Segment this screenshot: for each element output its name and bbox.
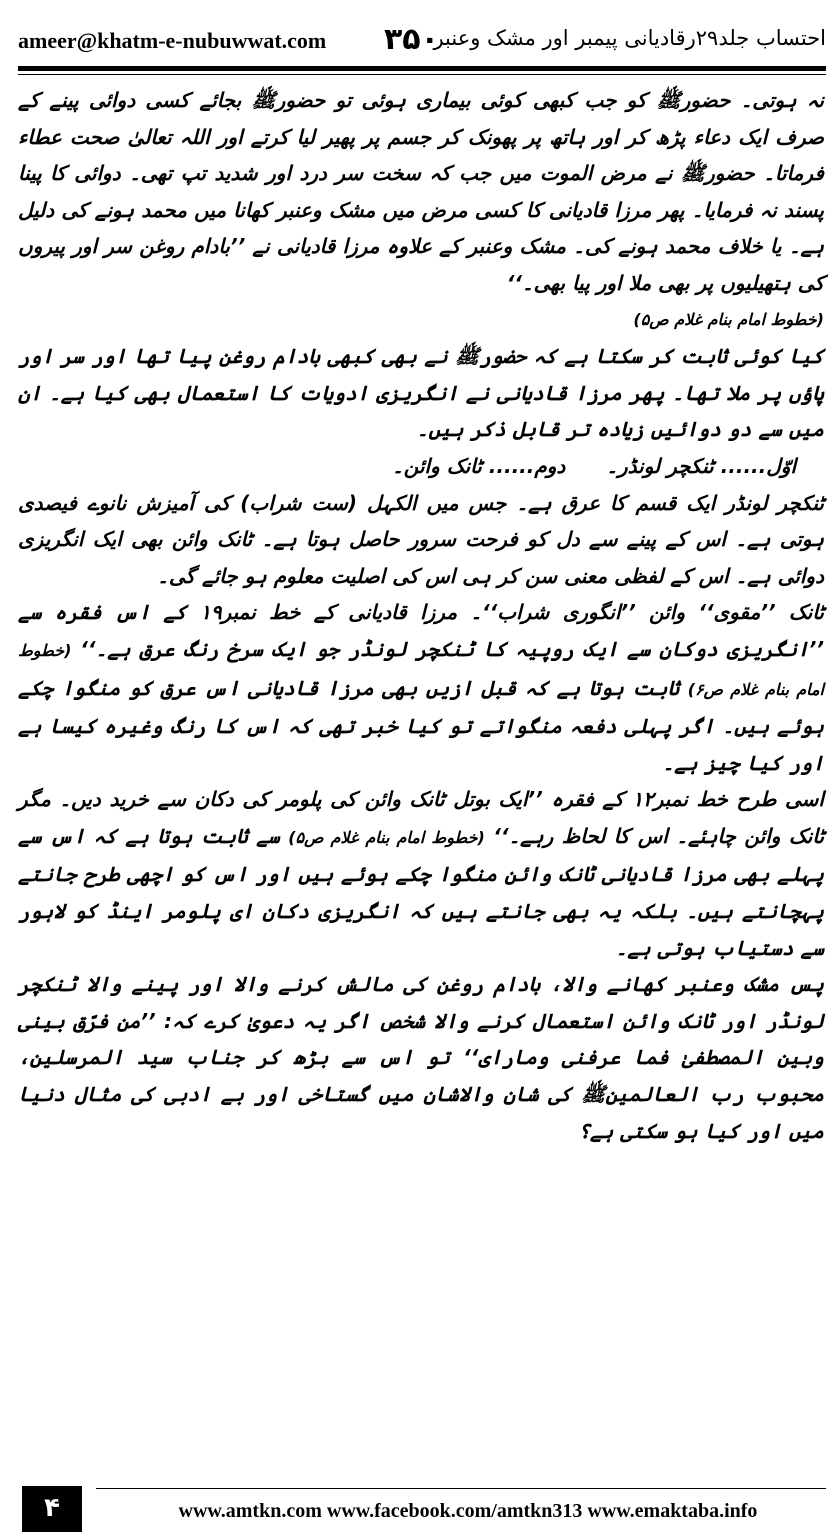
medicine-list [18,448,824,485]
paragraph-5-continued: سے ثابت ہوتا ہے کہ اس سے پہلے بھی مرزا قادیانی ٹانک وائن منگوا چکے ہوئے ہیں اور اس کو اچھی طرح جانتے پہچانتے ہیں۔ بلکہ یہ بھی جانتے ہیں کہ انگریزی دکان ای پلومر اینڈ کو لاہور سے دستیاب ہوتی ہے۔ [18,823,824,960]
page-header [18,22,826,62]
citation-2: (خطوط امام بنام غلام ص۶) [18,640,824,699]
citation-1: (خطوط امام بنام غلام ص۵) [633,309,824,329]
paragraph-3: ٹنکچر لونڈر ایک قسم کا عرق ہے۔ جس میں الکہل (ست شراب) کی آمیزش نانوے فیصدی ہوتی ہے۔ اس کے پینے سے دل کو فرحت سرور حاصل ہوتا ہے۔ ٹانک وائن بھی ایک انگریزی دوائی ہے۔ اس کے لفظی معنی سن کر ہی اس کی اصلیت معلوم ہو جائے گی۔ [18,490,824,588]
footer-page-marker: ۴ [22,1486,82,1532]
paragraph-1: نہ ہوتی۔ حضورﷺ کو جب کبھی کوئی بیماری ہوئی تو حضورﷺ بجائے کسی دوائی پینے کے صرف ایک دعاء پڑھ کر اور ہاتھ پر پھونک کر جسم پر پھیر لیا کرتے اور اللہ تعالیٰ صحت عطاء فرماتا۔ حضورﷺ نے مرض الموت میں جب کہ سخت سر درد اور شدید تپ تھی۔ دوائی کا پینا پسند نہ فرمایا۔ پھر مرزا قادیانی کا کسی مرض میں مشک وعنبر کھانا میں محمد ہونے کی دلیل ہے۔ یا خلاف محمد ہونے کی۔ مشک وعنبر کے علاوہ مرزا قادیانی نے ’’بادام روغن سر اور پیروں کی ہتھیلیوں پر بھی ملا اور پیا بھی۔‘‘ [18,88,825,295]
paragraph-4-text: ٹانک ’’مقوی‘‘ وائن ’’انگوری شراب‘‘۔ مرزا قادیانی کے خط نمبر۱۹ کے اس فقرہ سے ’’انگریزی دوکان سے ایک روپیہ کا ٹنکچر لونڈر جو ایک سرخ رنگ عرق ہے۔‘‘ [18,600,824,661]
paragraph-2: کیا کوئی ثابت کر سکتا ہے کہ حضورﷺ نے بھی کبھی بادام روغن پیا تھا اور سر اور پاؤں پر ملا تھا۔ پھر مرزا قادیانی نے انگریزی ادویات کا استعمال بھی کیا ہے۔ ان میں سے دو دوائیں زیادہ تر قابل ذکر ہیں۔ [18,344,824,442]
footer-links[interactable]: www.amtkn.com www.facebook.com/amtkn313 www.emaktaba.info [178,1500,758,1522]
citation-3: (خطوط امام بنام غلام ص۵) [288,827,485,847]
header-email: ameer@khatm-e-nubuwwat.com [18,28,327,53]
header-rule-thin [18,74,826,75]
list-item-first: اوّل...... ٹنکچر لونڈر۔ [606,453,796,478]
header-title: احتساب جلد۲۹رقادیانی پیمبر اور مشک وعنبر [433,26,826,50]
paragraph-6: پس مشک وعنبر کھانے والا، بادام روغن کی مالش کرنے والا اور پینے والا ٹنکچر لونڈر اور ٹانک وائن استعمال کرنے والا شخص اگر یہ دعویٰ کرے کہ: ’’من فرّق بینی وبین المصطفیٰ فما عرفنی ومارای‘‘ تو اس سے بڑھ کر جناب سید المرسلین، محبوب رب العالمینﷺ کی شان والاشان میں گستاخی اور بے ادبی کی مثال دنیا میں اور کیا ہو سکتی ہے؟ [18,972,824,1143]
paragraph-5-text: اسی طرح خط نمبر۱۲ کے فقرہ ’’ایک بوتل ٹانک وائن کی پلومر کی دکان سے خرید دیں۔ مگر ٹانک وائن چاہئے۔ اس کا لحاظ رہے۔‘‘ [18,787,825,848]
header-rule-thick [18,66,826,71]
paragraph-5 [18,781,824,966]
list-item-second: دوم...... ٹانک وائن۔ [392,453,566,478]
paragraph-4-continued: ثابت ہوتا ہے کہ قبل ازیں بھی مرزا قادیانی اس عرق کو منگوا چکے ہوئے ہیں۔ اگر پہلی دفعہ منگواتے تو کیا خبر تھی کہ اس کا رنگ وغیرہ کیسا ہے اور کیا چیز ہے۔ [18,675,824,775]
paragraph-4 [18,594,824,781]
footer-rule [96,1488,826,1489]
body-text [18,82,824,1149]
header-page-number: ۳۵۰ [384,22,439,57]
